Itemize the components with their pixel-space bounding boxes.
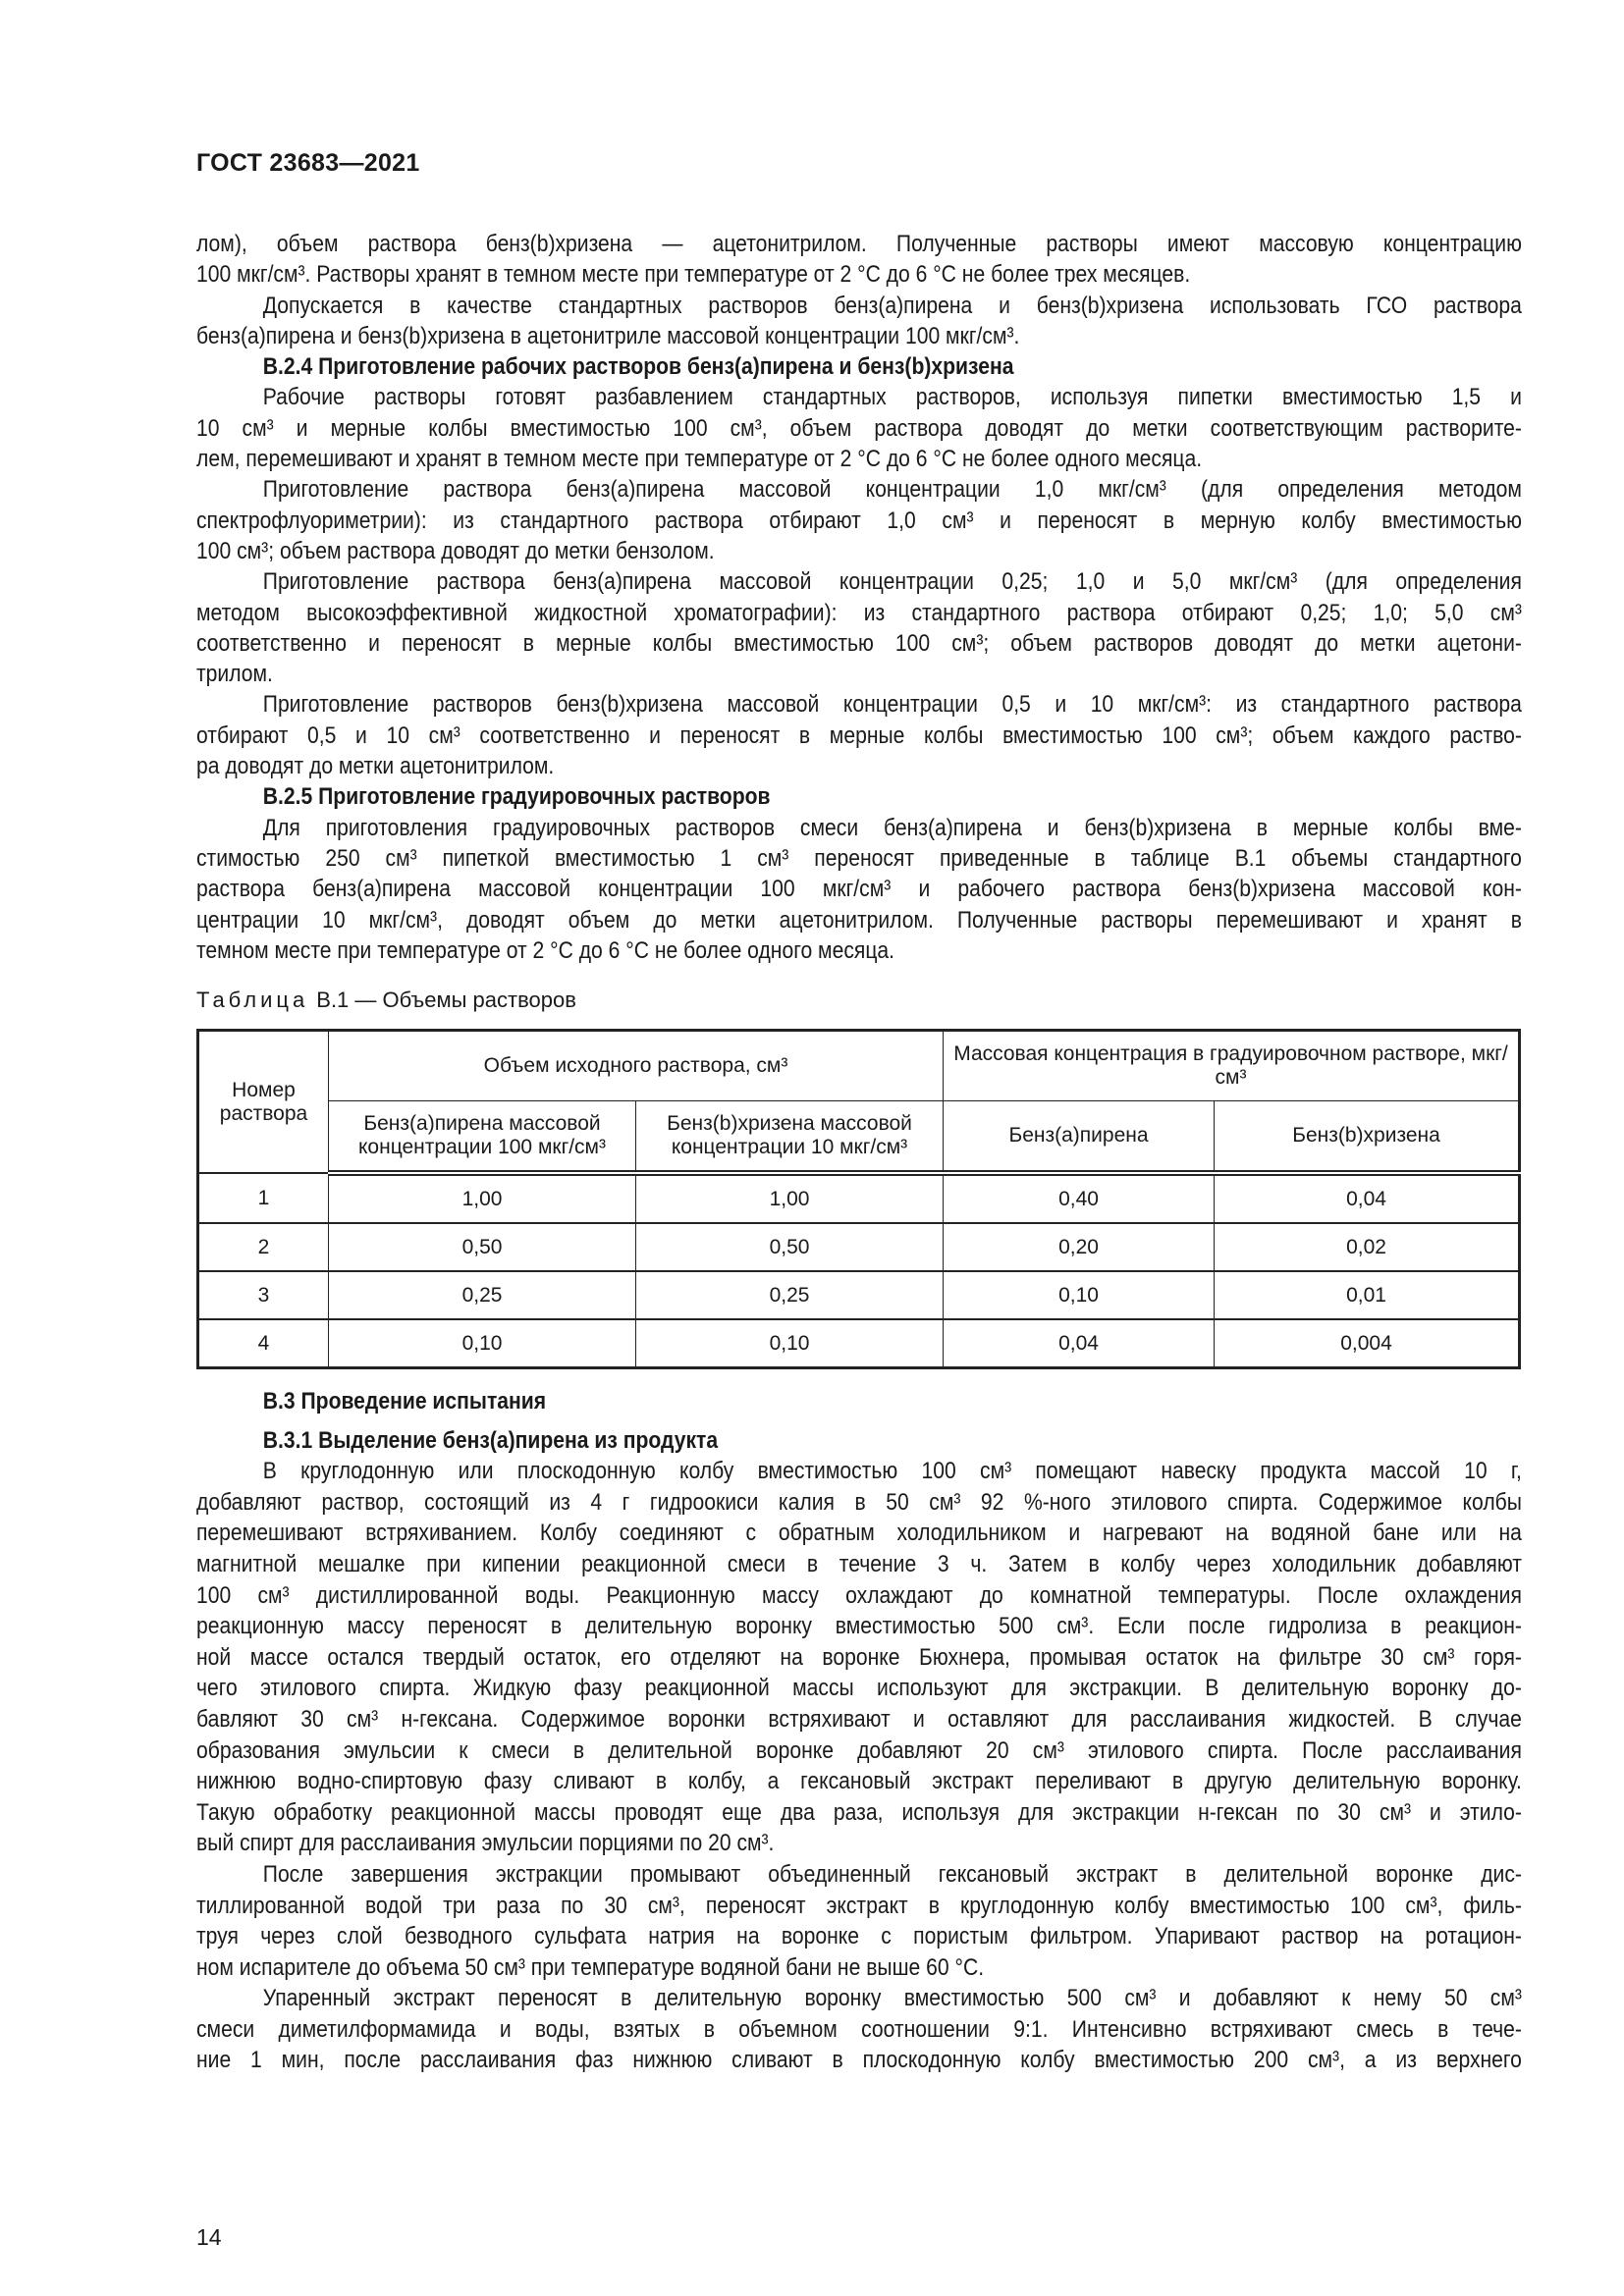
paragraph-line: ра доводят до метки ацетонитрилом. xyxy=(196,753,555,780)
cell-bap-volume: 0,50 xyxy=(329,1223,636,1271)
subheader-bap-concentration: Бенз(а)пирена xyxy=(944,1101,1215,1174)
cell-bap-volume: 0,25 xyxy=(329,1271,636,1319)
paragraph-line: Приготовление растворов бенз(b)хризена массовой концентрации 0,5 и 10 мкг/см³: из стандартного раствора xyxy=(262,691,1522,719)
cell-bbc-concentration: 0,004 xyxy=(1215,1319,1520,1368)
paragraph-line: соответственно и переносят в мерные колбы вместимостью 100 см³; объем растворов доводят до метки ацетони- xyxy=(196,629,1522,657)
subheader-bbc-volume: Бенз(b)хризена массовой концентрации 10 мкг/см³ xyxy=(636,1101,944,1174)
paragraph-line: трилом. xyxy=(196,661,273,688)
paragraph-line: 100 см³; объем раствора доводят до метки бензолом. xyxy=(196,537,715,564)
paragraph-line: вый спирт для расслаивания эмульсии порциями по 20 см³. xyxy=(196,1830,775,1857)
table-caption xyxy=(196,988,576,1013)
paragraph-line: Допускается в качестве стандартных растворов бенз(а)пирена и бенз(b)хризена использовать ГСО раствора xyxy=(262,292,1522,319)
header-volume-group: Объем исходного раствора, см³ xyxy=(329,1031,944,1101)
subheader-bap-volume: Бенз(а)пирена массовой концентрации 100 мкг/см³ xyxy=(329,1101,636,1174)
paragraph-line: В круглодонную или плоскодонную колбу вместимостью 100 см³ помещают навеску продукта массой 10 г, xyxy=(262,1458,1522,1485)
paragraph-line: нижнюю водно-спиртовую фазу сливают в колбу, а гексановый экстракт переливают в другую делительную воронку. xyxy=(196,1768,1522,1795)
table-caption-label: Таблица xyxy=(196,988,309,1012)
paragraph-line: добавляют раствор, состоящий из 4 г гидроокиси калия в 50 см³ 92 %-ного этилового спирта. Содержимое колбы xyxy=(196,1488,1522,1516)
paragraph-line: реакционную массу переносят в делительную воронку вместимостью 500 см³. Если после гидролиза в реакцион- xyxy=(196,1613,1522,1640)
paragraph-line: образования эмульсии к смеси в делительной воронке добавляют 20 см³ этилового спирта. После расслаивания xyxy=(196,1736,1522,1764)
text-block-b3 xyxy=(196,1386,1522,2076)
cell-bbc-concentration: 0,01 xyxy=(1215,1271,1520,1319)
paragraph-line: труя через слой безводного сульфата натрия на воронке с пористым фильтром. Упаривают раствор на ротацион- xyxy=(196,1923,1522,1950)
paragraph-line: После завершения экстракции промывают объединенный гексановый экстракт в делительной воронке дис- xyxy=(262,1860,1522,1888)
cell-solution-number: 3 xyxy=(198,1271,329,1319)
cell-bap-volume: 0,10 xyxy=(329,1319,636,1368)
paragraph-line: перемешивают встряхиванием. Колбу соединяют с обратным холодильником и нагревают на водяной бане или на xyxy=(196,1520,1522,1547)
page-number: 14 xyxy=(196,2224,222,2250)
table-row xyxy=(198,1173,1520,1223)
table-header-row xyxy=(198,1031,1520,1101)
cell-bap-concentration: 0,04 xyxy=(944,1319,1215,1368)
paragraph-line: ной массе остался твердый остаток, его отделяют на воронке Бюхнера, промывая остаток на фильтре 30 см³ горя- xyxy=(196,1643,1522,1671)
cell-solution-number: 1 xyxy=(198,1173,329,1223)
paragraph-line: отбирают 0,5 и 10 см³ соответственно и переносят в мерные колбы вместимостью 100 см³; объем каждого раство- xyxy=(196,721,1522,749)
cell-solution-number: 2 xyxy=(198,1223,329,1271)
paragraph-line: лем, перемешивают и хранят в темном месте при температуре от 2 °С до 6 °С не более одного месяца. xyxy=(196,446,1203,473)
paragraph-line: спектрофлуориметрии): из стандартного раствора отбирают 1,0 см³ и переносят в мерную колбу вместимостью xyxy=(196,507,1522,534)
section-heading: В.2.4 Приготовление рабочих растворов бенз(а)пирена и бенз(b)хризена xyxy=(262,353,1014,381)
paragraph-line: смеси диметилформамида и воды, взятых в объемном соотношении 9:1. Интенсивно встряхивают смесь в тече- xyxy=(196,2015,1522,2043)
cell-bbc-volume: 0,10 xyxy=(636,1319,944,1368)
paragraph-line: 100 см³ дистиллированной воды. Реакционную массу охлаждают до комнатной температуры. После охлаждения xyxy=(196,1581,1522,1609)
paragraph-line: магнитной мешалке при кипении реакционной смеси в течение 3 ч. Затем в колбу через холодильник добавляют xyxy=(196,1550,1522,1577)
cell-solution-number: 4 xyxy=(198,1319,329,1368)
cell-bap-concentration: 0,20 xyxy=(944,1223,1215,1271)
cell-bbc-concentration: 0,04 xyxy=(1215,1173,1520,1223)
header-concentration-group: Массовая концентрация в градуировочном растворе, мкг/см³ xyxy=(944,1031,1520,1101)
table-row xyxy=(198,1271,1520,1319)
paragraph-line: Приготовление раствора бенз(а)пирена массовой концентрации 0,25; 1,0 и 5,0 мкг/см³ (для определения xyxy=(262,568,1522,596)
table-row xyxy=(198,1223,1520,1271)
solutions-volume-table xyxy=(196,1029,1521,1369)
cell-bbc-volume: 0,25 xyxy=(636,1271,944,1319)
table-body xyxy=(198,1173,1520,1368)
paragraph-line: бавляют 30 см³ н-гексана. Содержимое воронки встряхивают и оставляют для расслаивания жидкостей. В случае xyxy=(196,1705,1522,1733)
cell-bap-volume: 1,00 xyxy=(329,1173,636,1223)
paragraph-line: Такую обработку реакционной массы проводят еще два раза, используя для экстракции н-гексан по 30 см³ и этило- xyxy=(196,1798,1522,1826)
paragraph-line: Рабочие растворы готовят разбавлением стандартных растворов, используя пипетки вместимостью 1,5 и xyxy=(262,384,1522,411)
header-solution-number: Номер раствора xyxy=(198,1031,329,1174)
cell-bbc-volume: 1,00 xyxy=(636,1173,944,1223)
paragraph-line: темном месте при температуре от 2 °С до 6 °С не более одного месяца. xyxy=(196,936,895,964)
paragraph-line: Приготовление раствора бенз(а)пирена массовой концентрации 1,0 мкг/см³ (для определения методом xyxy=(262,476,1522,504)
paragraph-line: методом высокоэффективной жидкостной хроматографии): из стандартного раствора отбирают 0,25; 1,0; 5,0 см³ xyxy=(196,599,1522,626)
paragraph-line: ном испарителе до объема 50 см³ при температуре водяной бани не выше 60 °С. xyxy=(196,1953,985,1981)
cell-bbc-concentration: 0,02 xyxy=(1215,1223,1520,1271)
table-subheader-row xyxy=(198,1101,1520,1174)
document-title: ГОСТ 23683—2021 xyxy=(196,149,420,177)
paragraph-line: 10 см³ и мерные колбы вместимостью 100 см³, объем раствора доводят до метки соответствующим растворите- xyxy=(196,414,1522,442)
section-heading: В.3 Проведение испытания xyxy=(262,1388,547,1415)
paragraph-line: бенз(а)пирена и бенз(b)хризена в ацетонитриле массовой концентрации 100 мкг/см³. xyxy=(196,322,1020,349)
paragraph-line: Для приготовления градуировочных растворов смеси бенз(а)пирена и бенз(b)хризена в мерные колбы вме- xyxy=(262,814,1522,841)
section-heading: В.3.1 Выделение бенз(а)пирена из продукта xyxy=(262,1426,719,1454)
table-caption-title: В.1 — Объемы растворов xyxy=(316,988,576,1012)
paragraph-line: тиллированной водой три раза по 30 см³, переносят экстракт в круглодонную колбу вместимостью 100 см³, филь- xyxy=(196,1892,1522,1919)
text-block-b2 xyxy=(196,229,1522,966)
paragraph-line: лом), объем раствора бенз(b)хризена — ацетонитрилом. Полученные растворы имеют массовую концентрацию xyxy=(196,231,1522,257)
paragraph-line: 100 мкг/см³. Растворы хранят в темном месте при температуре от 2 °С до 6 °С не более трех месяцев. xyxy=(196,261,1191,289)
subheader-bbc-concentration: Бенз(b)хризена xyxy=(1215,1101,1520,1174)
cell-bap-concentration: 0,40 xyxy=(944,1173,1215,1223)
paragraph-line: Упаренный экстракт переносят в делительную воронку вместимостью 500 см³ и добавляют к нему 50 см³ xyxy=(262,1985,1522,2012)
paragraph-line: раствора бенз(а)пирена массовой концентрации 100 мкг/см³ и рабочего раствора бенз(b)хризена массовой кон- xyxy=(196,876,1522,903)
section-heading: В.2.5 Приготовление градуировочных растворов xyxy=(262,783,771,811)
paragraph-line: центрации 10 мкг/см³, доводят объем до метки ацетонитрилом. Полученные растворы перемешивают и хранят в xyxy=(196,906,1522,934)
table-row xyxy=(198,1319,1520,1368)
cell-bbc-volume: 0,50 xyxy=(636,1223,944,1271)
paragraph-line: чего этилового спирта. Жидкую фазу реакционной массы используют для экстракции. В делительную воронку до- xyxy=(196,1675,1522,1702)
paragraph-line: ние 1 мин, после расслаивания фаз нижнюю сливают в плоскодонную колбу вместимостью 200 см³, а из верхнего xyxy=(196,2047,1522,2074)
paragraph-line: стимостью 250 см³ пипеткой вместимостью 1 см³ переносят приведенные в таблице В.1 объемы стандартного xyxy=(196,844,1522,872)
cell-bap-concentration: 0,10 xyxy=(944,1271,1215,1319)
